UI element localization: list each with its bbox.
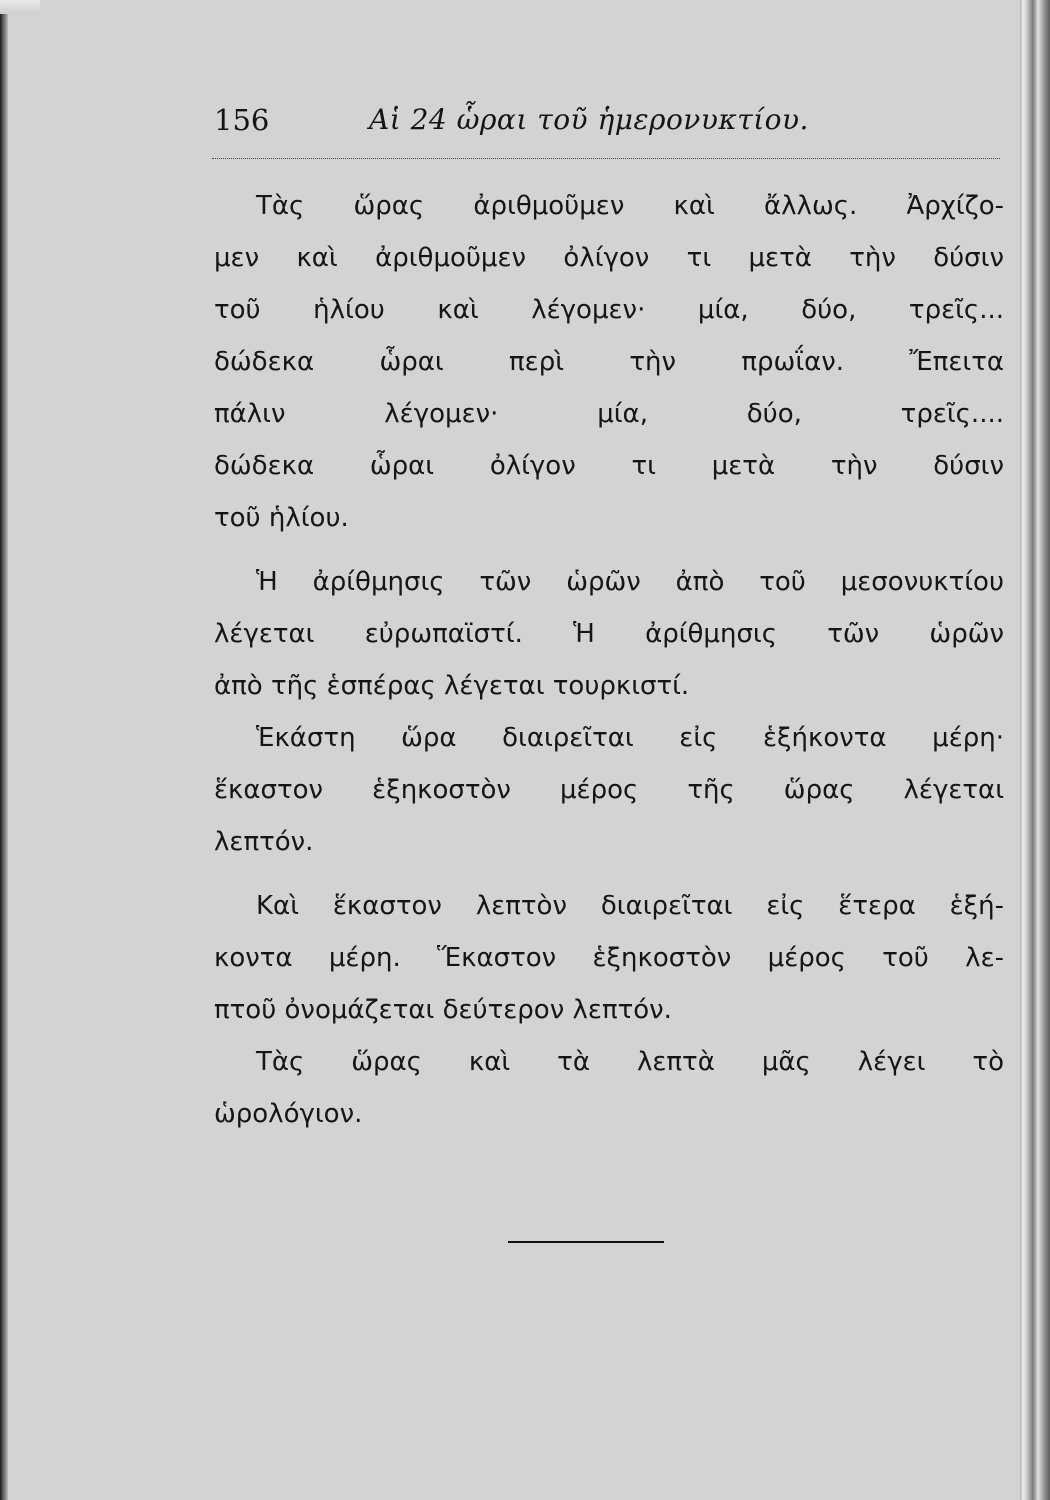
text-line: Τὰς ὥρας ἀριθμοῦμεν καὶ ἄλλως. Ἀρχίζο- [256,191,1004,221]
body-text [214,180,1004,1140]
paragraph-gap [214,868,1004,880]
page-left-edge [0,0,8,1500]
text-line: τοῦ ἡλίου καὶ λέγομεν· μία, δύο, τρεῖς... [214,295,1004,325]
page-corner [0,0,40,14]
header-rule [212,158,1000,159]
text-line: Ἑκάστη ὥρα διαιρεῖται εἰς ἑξήκοντα μέρη· [256,723,1004,753]
text-line: Καὶ ἕκαστον λεπτὸν διαιρεῖται εἰς ἕτερα ἑξή- [256,891,1004,921]
text-line: τοῦ ἡλίου. [214,503,349,533]
text-line: λέγεται εὐρωπαϊστί. Ἡ ἀρίθμησις τῶν ὡρῶν [214,619,1004,649]
text-line: δώδεκα ὧραι περὶ τὴν πρωΐαν. Ἔπειτα [214,347,1004,377]
book-spine-edge [1020,0,1050,1500]
text-line: ἀπὸ τῆς ἑσπέρας λέγεται τουρκιστί. [214,671,690,701]
text-line: ἕκαστον ἑξηκοστὸν μέρος τῆς ὥρας λέγεται [214,775,1004,805]
running-head [212,100,1012,148]
text-line: κοντα μέρη. Ἕκαστον ἑξηκοστὸν μέρος τοῦ λε- [214,943,1004,973]
paragraph-gap [214,544,1004,556]
running-title: Αἱ 24 ὧραι τοῦ ἡμερονυκτίου. [369,103,809,136]
closing-rule [508,1241,664,1243]
page-number: 156 [214,103,270,137]
text-line: ὡρολόγιον. [214,1099,363,1129]
text-line: πάλιν λέγομεν· μία, δύο, τρεῖς.... [214,399,1004,429]
text-line: μεν καὶ ἀριθμοῦμεν ὀλίγον τι μετὰ τὴν δύσιν [214,243,1004,273]
text-line: Ἡ ἀρίθμησις τῶν ὡρῶν ἀπὸ τοῦ μεσονυκτίου [256,567,1004,597]
text-line: Τὰς ὥρας καὶ τὰ λεπτὰ μᾶς λέγει τὸ [256,1047,1004,1077]
text-line: πτοῦ ὀνομάζεται δεύτερον λεπτόν. [214,995,672,1025]
text-line: δώδεκα ὧραι ὀλίγον τι μετὰ τὴν δύσιν [214,451,1004,481]
text-line: λεπτόν. [214,827,314,857]
